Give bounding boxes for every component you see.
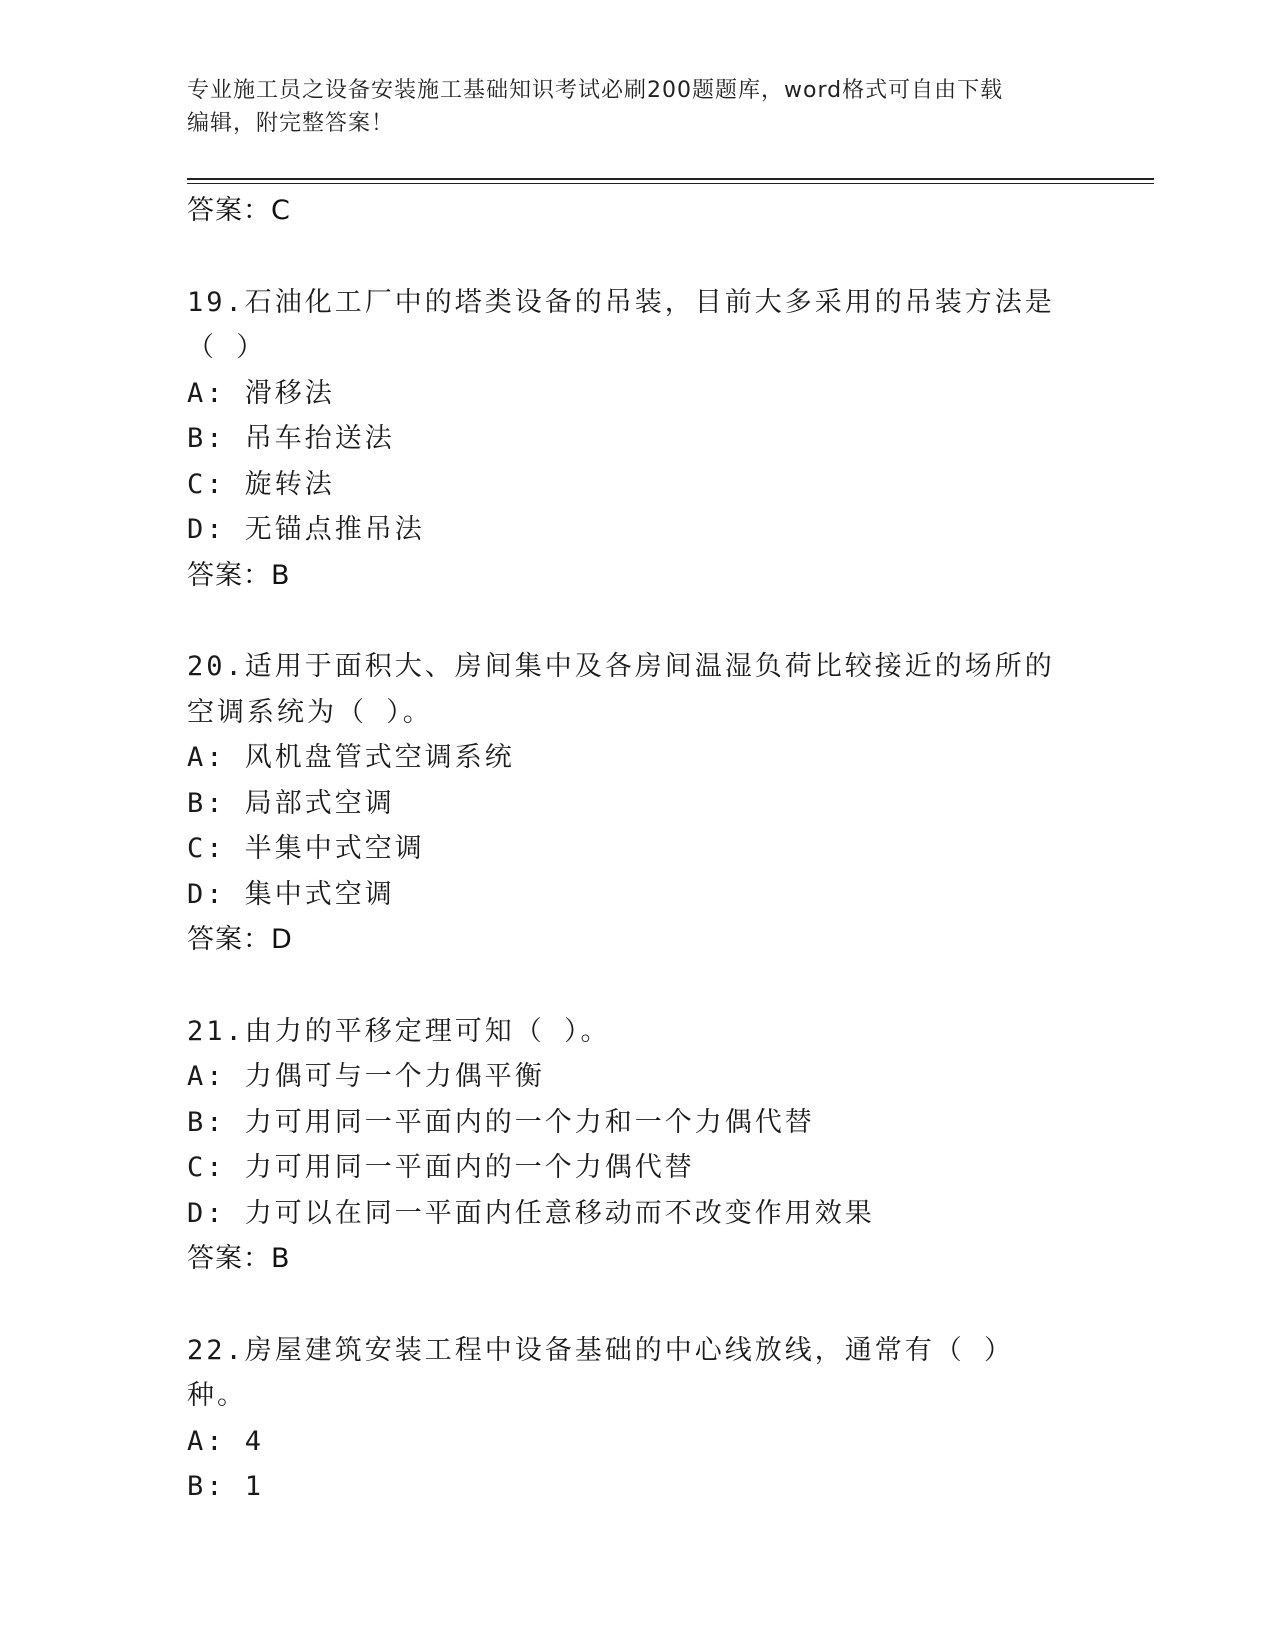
question-list (187, 188, 1087, 1510)
header-line-1: 专业施工员之设备安装施工基础知识考试必刷200题题库，word格式可自由下载 (187, 78, 1004, 103)
spacer (187, 598, 1087, 644)
option-b: B: 力可用同一平面内的一个力和一个力偶代替 (187, 1106, 815, 1138)
header-divider-thick (187, 178, 1154, 180)
option-c: C: 力可用同一平面内的一个力偶代替 (187, 1152, 695, 1183)
option-c: C: 旋转法 (187, 468, 335, 500)
document-header (187, 74, 1067, 140)
spacer (187, 963, 1087, 1009)
option-c: C: 半集中式空调 (187, 833, 425, 864)
answer-line: 答案：B (187, 1243, 291, 1274)
header-line-2: 编辑，附完整答案！ (187, 111, 395, 136)
option-d: D: 无锚点推吊法 (187, 514, 425, 545)
option-a: A: 力偶可与一个力偶平衡 (187, 1061, 545, 1092)
question-text: 19.石油化工厂中的塔类设备的吊装，目前大多采用的吊装方法是（ ） (187, 286, 1055, 363)
question-block (187, 1009, 1087, 1282)
option-a: A: 4 (187, 1425, 265, 1457)
previous-answer: 答案：C (187, 195, 291, 226)
question-text: 21.由力的平移定理可知（ ）。 (187, 1015, 611, 1047)
question-block (187, 280, 1087, 599)
answer-line: 答案：B (187, 559, 291, 591)
spacer (187, 1282, 1087, 1328)
question-block (187, 644, 1087, 963)
header-divider-thin (187, 183, 1154, 184)
option-d: D: 集中式空调 (187, 878, 395, 910)
option-b: B: 1 (187, 1471, 265, 1502)
option-b: B: 局部式空调 (187, 787, 395, 819)
option-a: A: 滑移法 (187, 377, 335, 409)
answer-line: 答案：D (187, 924, 293, 955)
option-a: A: 风机盘管式空调系统 (187, 742, 515, 773)
spacer (187, 234, 1087, 280)
question-text: 22.房屋建筑安装工程中设备基础的中心线放线，通常有（ ）种。 (187, 1334, 1015, 1411)
option-b: B: 吊车抬送法 (187, 423, 395, 454)
question-text: 20.适用于面积大、房间集中及各房间温湿负荷比较接近的场所的空调系统为（ ）。 (187, 651, 1055, 728)
option-d: D: 力可以在同一平面内任意移动而不改变作用效果 (187, 1197, 875, 1229)
question-block (187, 1328, 1087, 1510)
